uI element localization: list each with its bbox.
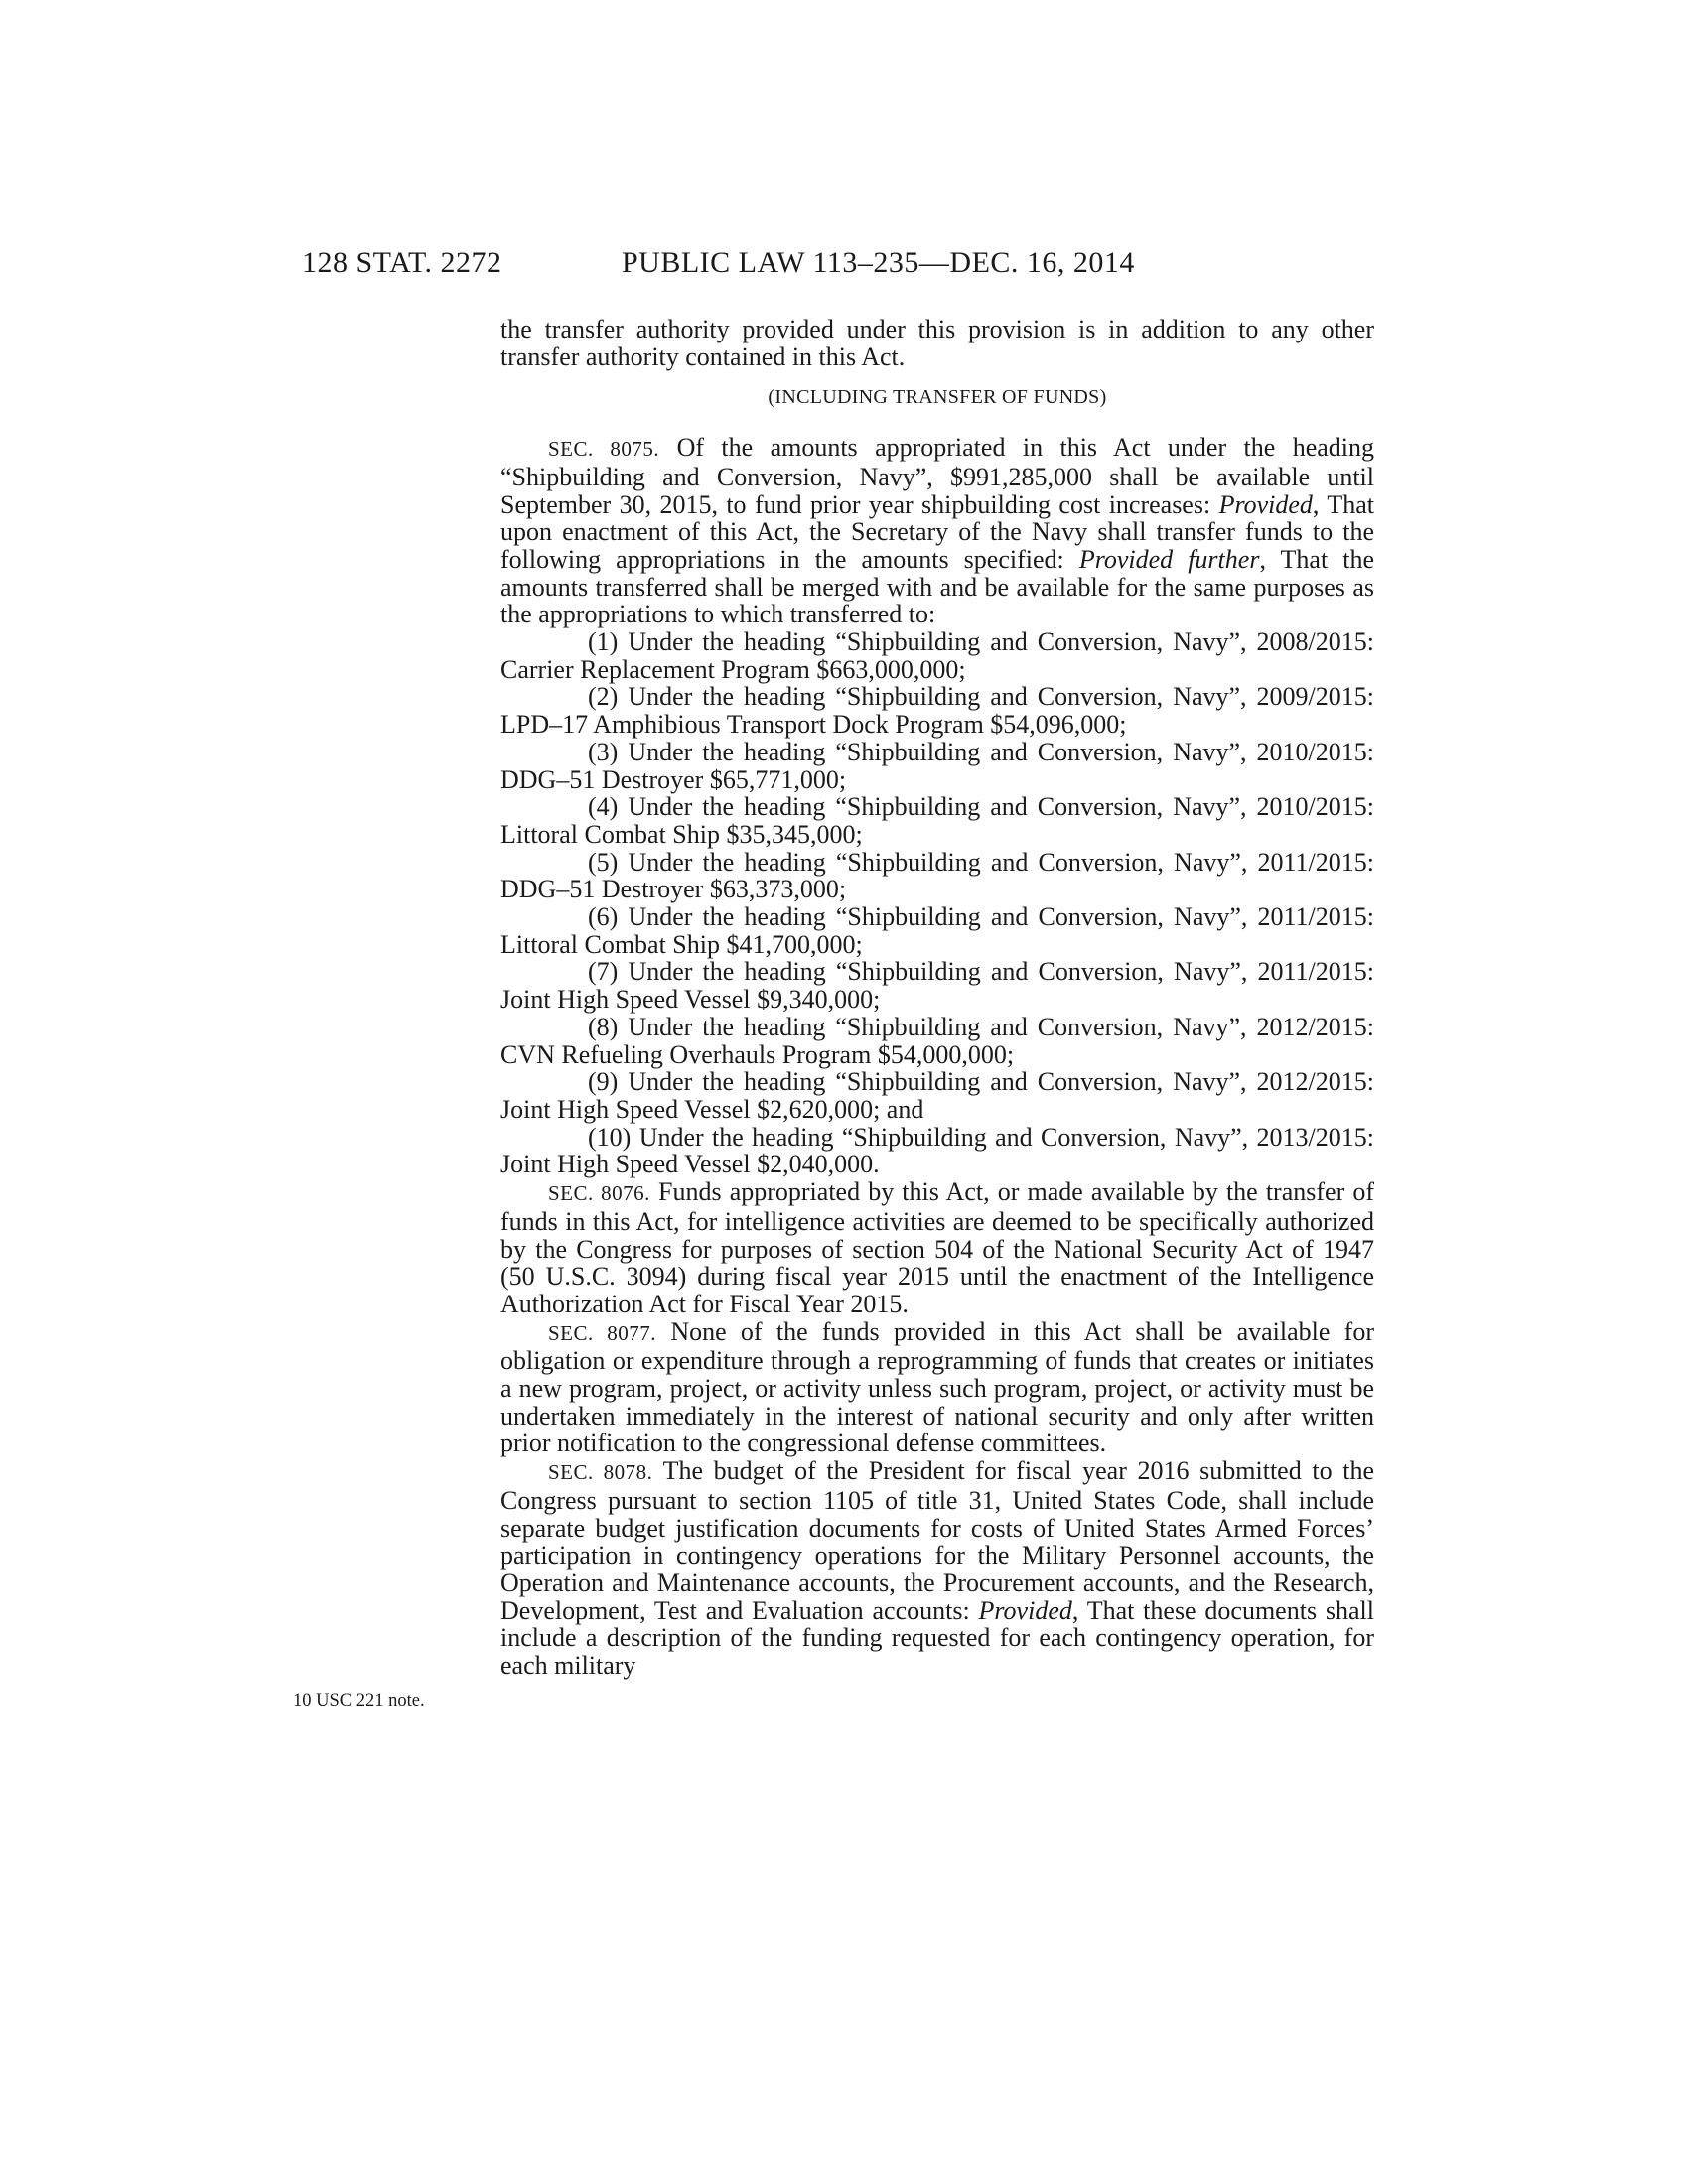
section-8076-paragraph	[500, 1178, 1374, 1318]
public-law-reference: PUBLIC LAW 113–235—DEC. 16, 2014	[622, 246, 1135, 279]
margin-note-citation: 10 USC 221 note.	[293, 1691, 425, 1710]
list-item: (3) Under the heading “Shipbuilding and Conversion, Navy”, 2010/2015: DDG–51 Destroyer $65,771,000;	[500, 737, 1374, 794]
list-item: (6) Under the heading “Shipbuilding and Conversion, Navy”, 2011/2015: Littoral Combat Ship $41,700,000;	[500, 902, 1374, 959]
provided-proviso: Provided	[978, 1595, 1072, 1625]
provided-proviso: Provided	[1218, 489, 1313, 519]
list-item: (7) Under the heading “Shipbuilding and Conversion, Navy”, 2011/2015: Joint High Speed Vessel $9,340,000;	[500, 957, 1374, 1015]
section-label: SEC. 8077.	[548, 1320, 657, 1345]
list-item: (2) Under the heading “Shipbuilding and Conversion, Navy”, 2009/2015: LPD–17 Amphibious Transport Dock Program $54,096,000;	[500, 682, 1374, 740]
list-item: (9) Under the heading “Shipbuilding and Conversion, Navy”, 2012/2015: Joint High Speed Vessel $2,620,000; and	[500, 1067, 1374, 1124]
section-text: , That the amounts transferred shall be merged with and be available for the same purposes as the appropriations to which transferred to:	[500, 544, 1374, 629]
provided-further-proviso: Provided further	[1078, 544, 1260, 574]
running-header	[302, 246, 1295, 286]
section-text: , That these documents shall include a description of the funding requested for each contingency operation, for each military	[500, 1595, 1374, 1681]
statute-page-reference: 128 STAT. 2272	[302, 246, 502, 279]
section-8077-paragraph	[500, 1318, 1374, 1458]
list-item: (10) Under the heading “Shipbuilding and Conversion, Navy”, 2013/2015: Joint High Speed Vessel $2,040,000.	[500, 1122, 1374, 1179]
section-subheading: (INCLUDING TRANSFER OF FUNDS)	[768, 386, 1107, 409]
list-item: (8) Under the heading “Shipbuilding and Conversion, Navy”, 2012/2015: CVN Refueling Overhauls Program $54,000,000;	[500, 1012, 1374, 1069]
section-text: Of the amounts appropriated in this Act under the heading “Shipbuilding and Conversion, Navy”, $991,285,000 shall be available until September 30, 2015, to fund prior year shipbuilding cost increases:	[500, 433, 1374, 519]
section-text: , That upon enactment of this Act, the Secretary of the Navy shall transfer funds to the following appropriations in the amounts specified:	[500, 489, 1374, 574]
section-text: None of the funds provided in this Act shall be available for obligation or expenditure through a reprogramming of funds that creates or initiates a new program, project, or activity unless such program, project, or activity must be undertaken immediately in the interest of national security and only after written prior notification to the congressional defense committees.	[500, 1316, 1375, 1458]
carryover-paragraph: the transfer authority provided under this provision is in addition to any other transfer authority contained in this Act.	[500, 315, 1374, 371]
section-label: SEC. 8076.	[548, 1181, 650, 1206]
document-body	[500, 316, 1374, 1680]
list-item: (4) Under the heading “Shipbuilding and Conversion, Navy”, 2010/2015: Littoral Combat Ship $35,345,000;	[500, 792, 1374, 849]
section-label: SEC. 8075.	[548, 437, 660, 462]
section-text: The budget of the President for fiscal year 2016 submitted to the Congress pursuant to section 1105 of title 31, United States Code, shall include separate budget justification documents for costs of United States Armed Forces’ participation in contingency operations for the Military Personnel accounts, the Operation and Maintenance accounts, the Procurement accounts, and the Research, Development, Test and Evaluation accounts:	[500, 1456, 1374, 1625]
section-8075-paragraph	[500, 434, 1374, 628]
section-text: Funds appropriated by this Act, or made available by the transfer of funds in this Act, for intelligence activities are deemed to be specifically authorized by the Congress for purposes of section 504 of the National Security Act of 1947 (50 U.S.C. 3094) during fiscal year 2015 until the enactment of the Intelligence Authorization Act for Fiscal Year 2015.	[500, 1177, 1375, 1318]
section-8078-paragraph	[500, 1457, 1374, 1680]
list-item: (1) Under the heading “Shipbuilding and Conversion, Navy”, 2008/2015: Carrier Replacement Program $663,000,000;	[500, 627, 1374, 684]
list-item: (5) Under the heading “Shipbuilding and Conversion, Navy”, 2011/2015: DDG–51 Destroyer $63,373,000;	[500, 847, 1374, 904]
section-label: SEC. 8078.	[548, 1460, 653, 1485]
